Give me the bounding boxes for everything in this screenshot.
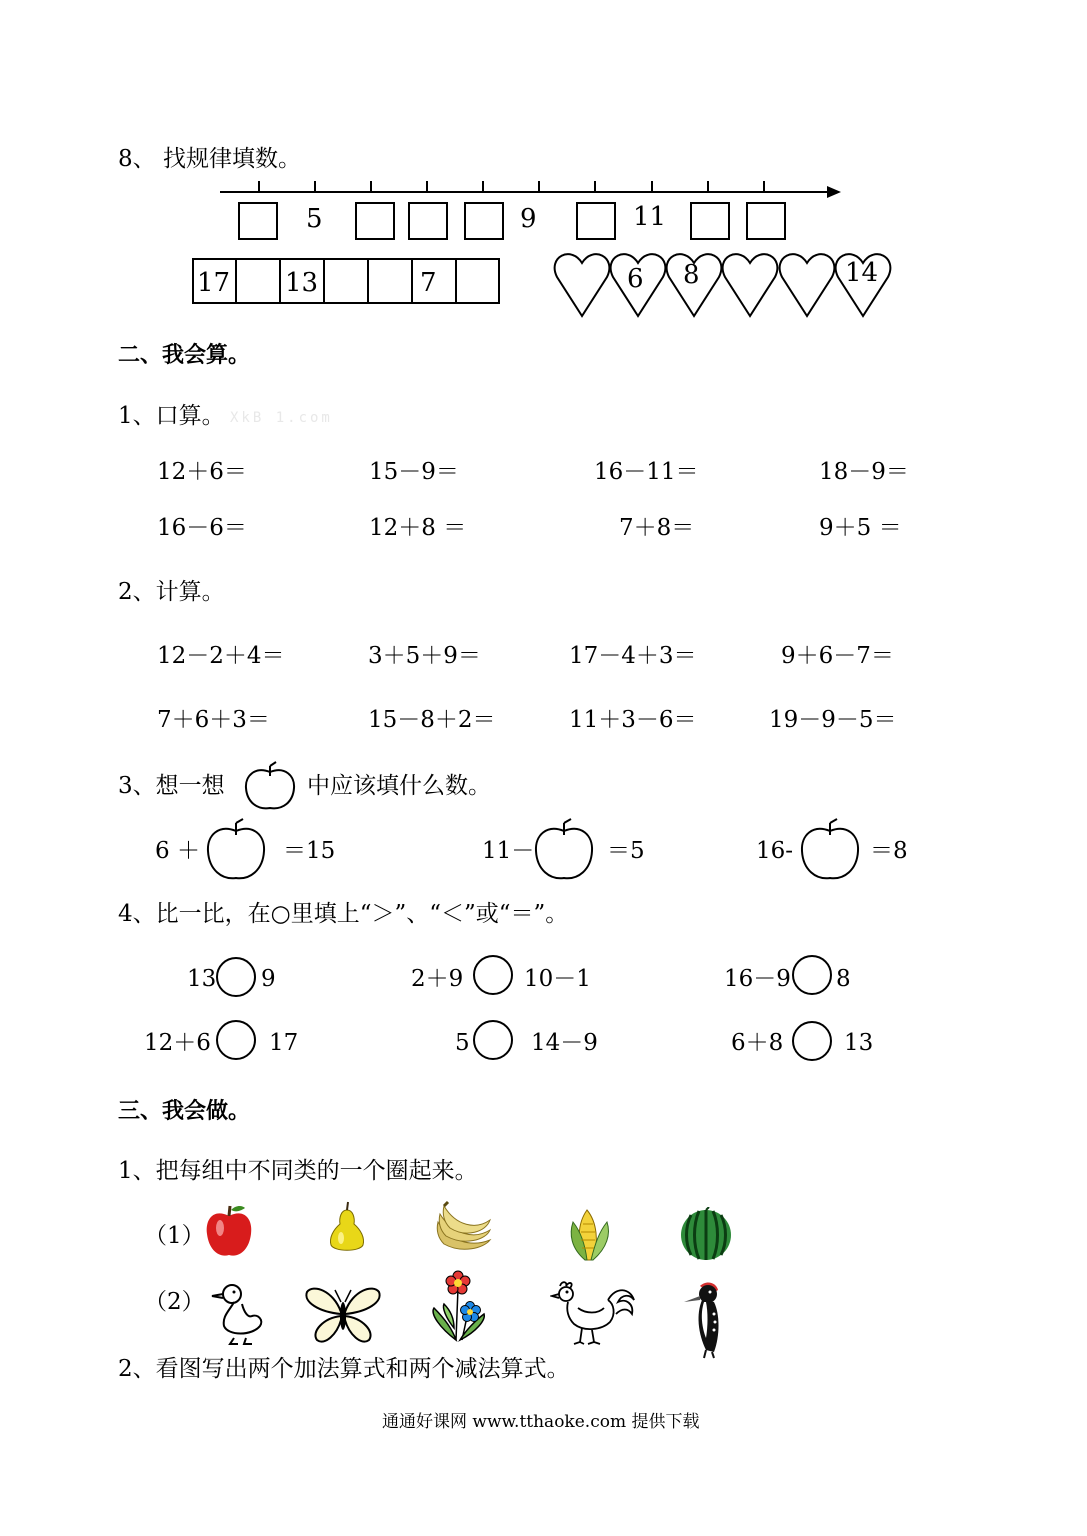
compare-circle[interactable] [216,1020,256,1060]
watermelon-icon[interactable] [679,1207,733,1261]
strip-number: 13 [285,268,319,298]
group1-label: （1） [144,1223,205,1249]
heart-number: 14 [845,258,879,288]
apple-outline-icon [243,758,297,812]
oral-item: 16－6＝ [157,515,247,541]
oral-item: 12＋8 ＝ [369,515,467,541]
apple-title-after: 中应该填什么数。 [307,773,491,799]
apple-eq-left: 11－ [482,838,535,864]
apple-eq-right: ＝15 [283,838,336,864]
apple-eq-left: 6 ＋ [155,838,200,864]
apple-blank-icon[interactable] [533,815,595,883]
calc-item: 19－9－5＝ [769,707,897,733]
compare-circle[interactable] [473,1020,513,1060]
group2-label: （2） [144,1289,205,1315]
blank-box[interactable] [238,202,278,240]
q2-title: 2、看图写出两个加法算式和两个减法算式。 [118,1356,570,1382]
blank-box[interactable] [355,202,395,240]
duck-icon[interactable] [208,1280,268,1346]
calc-item: 7＋6＋3＝ [157,707,270,733]
oral-item: 15－9＝ [369,459,459,485]
compare-left: 6＋8 [731,1030,784,1056]
calc-item: 17－4＋3＝ [569,643,697,669]
watermark: XkB 1.com [230,410,333,426]
blank-box[interactable] [746,202,786,240]
oral-title: 1、口算。 [118,403,225,429]
compare-circle[interactable] [792,1021,832,1061]
oral-item: 9＋5 ＝ [819,515,902,541]
apple-blank-icon[interactable] [205,815,267,883]
compare-right: 14－9 [531,1030,598,1056]
number-strip-dividers [192,258,500,304]
calc-title: 2、计算。 [118,579,225,605]
oral-item: 16－11＝ [594,459,699,485]
compare-left: 5 [455,1030,470,1056]
butterfly-icon[interactable] [303,1282,383,1346]
compare-title: 4、比一比，在○里填上“＞”、“＜”或“＝”。 [118,901,569,927]
blank-box[interactable] [690,202,730,240]
heart-number: 8 [683,260,700,290]
numberline-label: 11 [633,202,667,232]
heart-number: 6 [627,264,644,294]
apple-eq-right: ＝8 [870,838,908,864]
numberline-label: 9 [520,204,537,234]
apple-title-before: 3、想一想 [118,773,225,799]
apple-icon[interactable] [205,1202,253,1258]
classify-title: 1、把每组中不同类的一个圈起来。 [118,1158,478,1184]
compare-left: 16－9 [724,966,791,992]
rooster-icon[interactable] [550,1278,638,1346]
compare-right: 13 [844,1030,874,1056]
compare-left: 2＋9 [411,966,464,992]
compare-right: 8 [836,966,851,992]
blank-box[interactable] [464,202,504,240]
numberline-label: 5 [306,204,323,234]
compare-right: 17 [269,1030,299,1056]
strip-number: 17 [197,268,231,298]
calc-item: 3＋5＋9＝ [368,643,481,669]
flower-icon[interactable] [420,1268,496,1344]
banana-icon[interactable] [434,1200,494,1256]
section2-title: 二、我会算。 [118,343,251,368]
apple-eq-right: ＝5 [607,838,645,864]
oral-item: 18－9＝ [819,459,909,485]
apple-eq-left: 16- [756,838,794,864]
compare-right: 10－1 [524,966,591,992]
calc-item: 11＋3－6＝ [569,707,697,733]
woodpecker-icon[interactable] [680,1280,736,1360]
oral-item: 12＋6＝ [157,459,247,485]
compare-left: 13 [187,966,217,992]
footer-text: 通通好课网 www.tthaoke.com 提供下载 [382,1412,700,1432]
pear-icon[interactable] [327,1200,367,1254]
compare-right: 9 [261,966,276,992]
compare-circle[interactable] [792,955,832,995]
apple-blank-icon[interactable] [799,815,861,883]
calc-item: 12－2＋4＝ [157,643,285,669]
blank-box[interactable] [576,202,616,240]
compare-circle[interactable] [473,955,513,995]
compare-left: 12＋6 [144,1030,211,1056]
strip-number: 7 [420,268,437,298]
section3-title: 三、我会做。 [118,1099,251,1124]
blank-box[interactable] [408,202,448,240]
calc-item: 9＋6－7＝ [781,643,894,669]
compare-circle[interactable] [216,957,256,997]
q8-title: 8、 找规律填数。 [118,146,301,172]
corn-icon[interactable] [567,1204,613,1264]
number-line [215,175,845,205]
oral-item: 7＋8＝ [619,515,695,541]
calc-item: 15－8＋2＝ [368,707,496,733]
